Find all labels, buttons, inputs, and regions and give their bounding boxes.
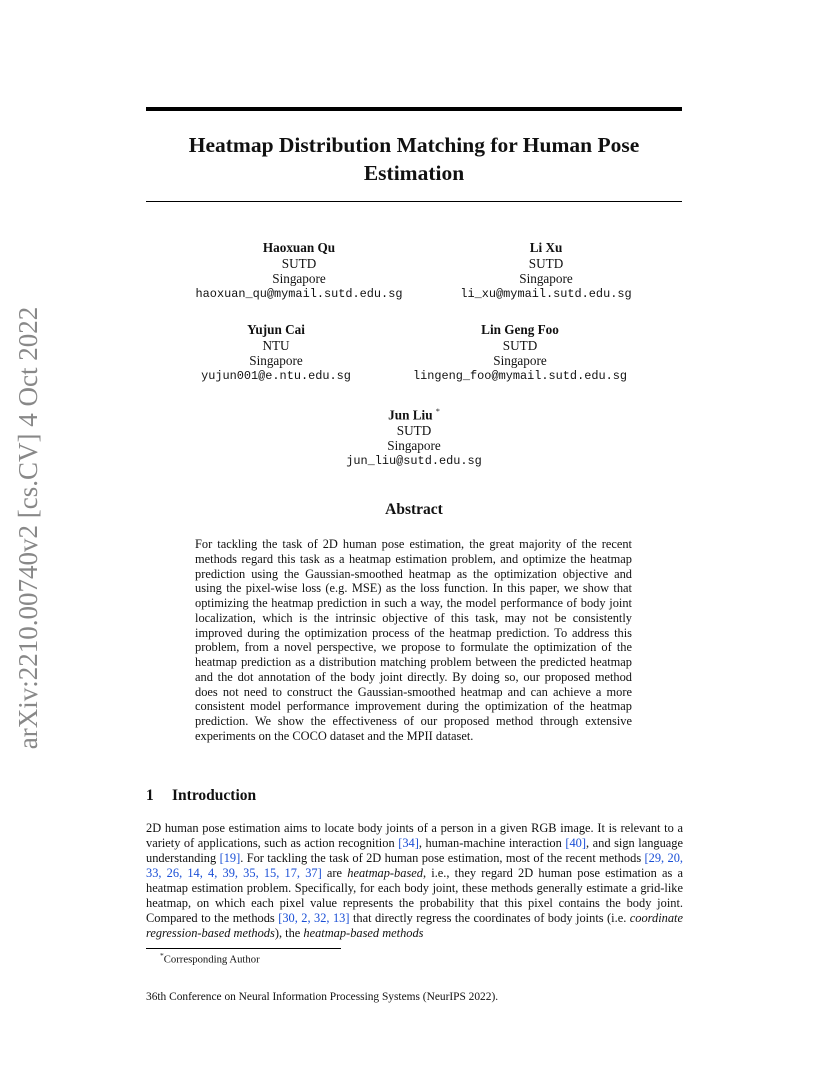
abstract-body: For tackling the task of 2D human pose estimation, the great majority of the recent methods regard this task as a heatmap estimation problem, and optimize the heatmap prediction using the Gaussian-smoothed heatmap as the optimization objective and using the pixel-wise loss (e.g. MSE) as the loss function. In this paper, we show that optimizing the heatmap prediction in such a way, the model performance of body joint localization, which is the intrinsic objective of this task, may not be consistently improved during the optimization process of the heatmap prediction. To address this problem, from a novel perspective, we propose to formulate the optimization of the heatmap prediction as a distribution matching problem between the predicted heatmap and the dot annotation of the body joint directly. By doing so, our proposed method does not need to construct the Gaussian-smoothed heatmap and can achieve a more consistent model performance improvement during the optimization of the heatmap prediction. We show the effectiveness of our proposed method through extensive experiments on the COCO dataset and the MPII dataset.: [195, 537, 632, 743]
section-title: Introduction: [172, 787, 257, 804]
author-email[interactable]: jun_liu@sutd.edu.sg: [346, 453, 482, 468]
author-name: Jun Liu: [388, 407, 433, 423]
author-footnote-mark: *: [435, 407, 440, 416]
intro-text: 2D human pose estimation aims to locate body joints of a person in a given RGB image. It is relevant to a variety of applications, such as action recognition: [146, 821, 683, 851]
footnote-rule: [146, 948, 341, 949]
author-location: Singapore: [387, 438, 441, 454]
citation-link[interactable]: [29, 20, 33, 26, 14, 4, 39, 35, 15, 17, 37]: [146, 851, 683, 881]
author-affiliation: SUTD: [502, 337, 538, 353]
author-email[interactable]: li_xu@mymail.sutd.edu.sg: [460, 286, 632, 301]
citation-link[interactable]: [30, 2, 32, 13]: [278, 911, 350, 926]
author-affiliation: SUTD: [528, 255, 564, 271]
author-block: [360, 322, 680, 384]
author-location: Singapore: [519, 271, 573, 286]
intro-text: are: [321, 866, 348, 881]
author-location: Singapore: [272, 271, 326, 286]
citation-link[interactable]: [34]: [398, 836, 419, 851]
author-name: Yujun Cai: [247, 322, 305, 337]
intro-emphasis: heatmap-based methods: [303, 926, 424, 941]
intro-emphasis: coordinate regression-based methods: [146, 911, 683, 941]
conference-note: 36th Conference on Neural Information Processing Systems (NeurIPS 2022).: [146, 991, 499, 1003]
author-email[interactable]: yujun001@e.ntu.edu.sg: [201, 368, 351, 383]
paper-title: Heatmap Distribution Matching for Human Pose Estimation: [188, 133, 640, 185]
author-name-row: [254, 404, 574, 423]
title-rule-bottom: [146, 201, 682, 202]
intro-text: , i.e., they regard 2D human pose estimation as a heatmap estimation problem. Specifically, for each body joint, these methods generally estimate a grid-like heatmap, on which each pixel value represents the probability that this pixel contains the body joint. Compared to the methods: [146, 866, 683, 926]
author-affiliation: SUTD: [281, 255, 317, 271]
author-name: Li Xu: [529, 240, 563, 255]
citation-link[interactable]: [19]: [219, 851, 241, 866]
intro-emphasis: heatmap-based: [347, 866, 423, 881]
intro-paragraph: [146, 821, 683, 941]
author-location: Singapore: [249, 353, 303, 368]
author-email[interactable]: haoxuan_qu@mymail.sutd.edu.sg: [195, 286, 403, 301]
author-block: [254, 404, 574, 469]
intro-text: ), the: [274, 926, 304, 941]
intro-text: that directly regress the coordinates of body joints (i.e.: [349, 911, 630, 926]
author-email[interactable]: lingeng_foo@mymail.sutd.edu.sg: [412, 368, 628, 383]
arxiv-side-stamp: arXiv:2210.00740v2 [cs.CV] 4 Oct 2022: [13, 306, 43, 750]
author-location: Singapore: [493, 353, 547, 368]
footnote: [160, 951, 260, 966]
author-affiliation: SUTD: [396, 422, 432, 438]
intro-text: . For tackling the task of 2D human pose estimation, most of the recent methods: [240, 851, 645, 866]
footnote-text: Corresponding Author: [163, 953, 260, 966]
title-rule-top: [146, 107, 682, 111]
author-block: [386, 240, 706, 302]
intro-text: , human-machine interaction: [418, 836, 566, 851]
author-name: Lin Geng Foo: [481, 322, 559, 337]
intro-text: , and sign language understanding: [146, 836, 683, 866]
author-affiliation: NTU: [262, 337, 290, 353]
citation-link[interactable]: [40]: [565, 836, 587, 851]
section-number: 1: [146, 787, 154, 804]
footnote-mark: *: [160, 951, 164, 960]
section-heading: [146, 787, 256, 805]
abstract-heading: Abstract: [385, 501, 443, 518]
author-name: Haoxuan Qu: [262, 240, 336, 255]
